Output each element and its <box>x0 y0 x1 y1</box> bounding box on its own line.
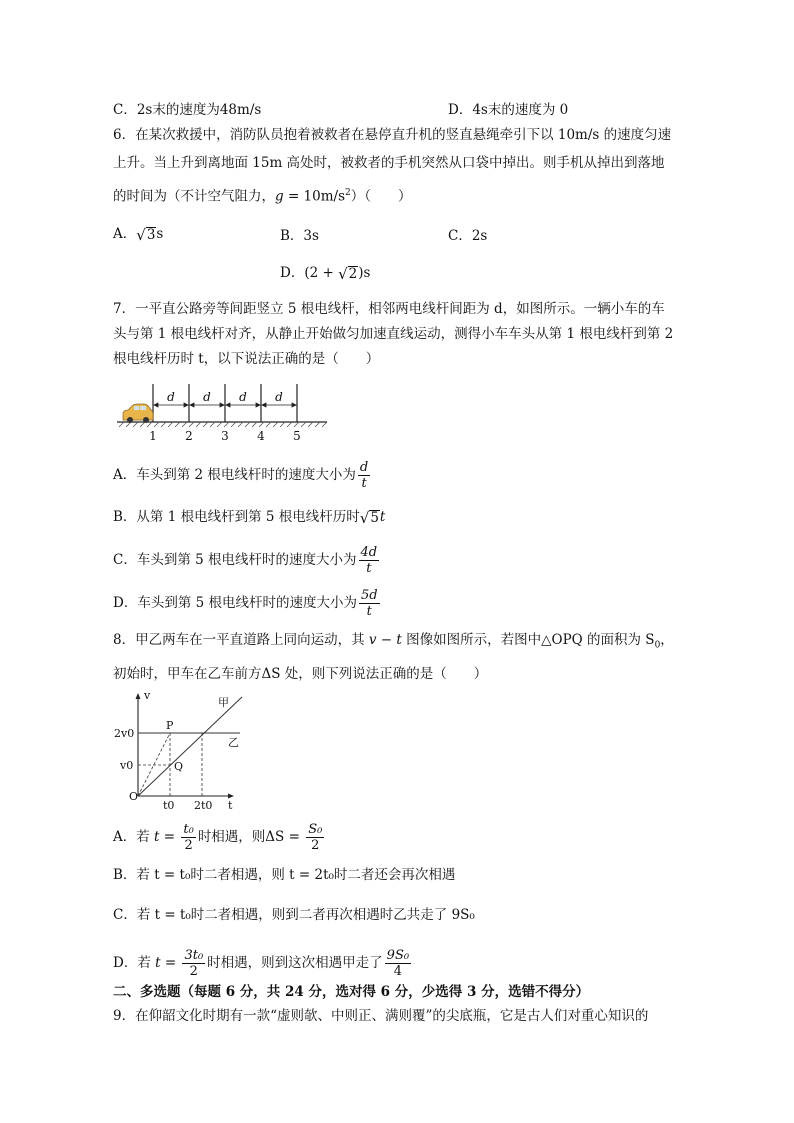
section2-heading: 二、多选题（每题 6 分，共 24 分，选对得 6 分，少选得 3 分，选错不得分） <box>113 984 590 1000</box>
gap-label-4: d <box>275 390 283 404</box>
point-q-label: Q <box>174 760 184 773</box>
car-icon <box>123 404 153 423</box>
q6-option-c: C．2s <box>448 228 488 244</box>
q7-poles-figure <box>115 380 335 446</box>
v-axis-label: v <box>144 689 151 702</box>
q8-vt-graph <box>112 688 252 810</box>
q8-option-b: B．若 t = t₀时二者相遇，则 t = 2t₀时二者还会再次相遇 <box>113 867 456 883</box>
q7-stem-line2: 头与第 1 根电线杆对齐，从静止开始做匀加速直线运动，测得小车车头从第 1 根电线杆到第 2 <box>113 326 674 342</box>
q7-option-d: D．车头到第 5 根电线杆时的速度大小为 $\frac{5d}{t}$ <box>113 588 378 619</box>
tick-2t0: 2t0 <box>194 799 213 810</box>
q6-option-d: D．(2 + √ 2 )s <box>280 264 371 283</box>
gap-label-3: d <box>239 390 247 404</box>
q7-stem-line3: 根电线杆历时 t，以下说法正确的是（ ） <box>113 351 380 367</box>
q8-option-c: C．若 t = t₀时二者相遇，则到二者再次相遇时乙共走了 9S₀ <box>113 907 475 923</box>
t-axis-label: t <box>228 799 233 810</box>
q7-option-a: A．车头到第 2 根电线杆时的速度大小为 $\frac{d}{t}$ <box>113 460 369 491</box>
pole-label-1: 1 <box>149 429 157 443</box>
q7-option-c: C．车头到第 5 根电线杆时的速度大小为 $\frac{4d}{t}$ <box>113 545 378 576</box>
q8-stem-line1: 8．甲乙两车在一平直道路上同向运动，其 v − t 图像如图所示，若图中△OPQ 的面积为 $S_0$， <box>113 632 674 651</box>
q7-option-b: B．从第 1 根电线杆到第 5 根电线杆历时 √ 5 t <box>113 508 386 527</box>
q5-option-c: C．2s末的速度为48m/s <box>113 102 262 118</box>
q6-stem-line3: 的时间为（不计空气阻力，$g = 10m/s^2$）（ ） <box>113 188 412 205</box>
gap-label-1: d <box>167 390 175 404</box>
q5-option-d: D．4s末的速度为 0 <box>448 102 569 118</box>
pole-label-3: 3 <box>221 429 229 443</box>
jia-label: 甲 <box>218 696 229 709</box>
q9-stem-line1: 9．在仰韶文化时期有一款“虚则欹、中则正、满则覆”的尖底瓶，它是古人们对重心知识的 <box>113 1008 649 1024</box>
tick-2v0: 2v0 <box>114 727 135 740</box>
tick-t0: t0 <box>163 799 175 810</box>
origin-label: O <box>129 790 139 803</box>
gap-label-2: d <box>203 390 211 404</box>
q6-stem-line2: 上升。当上升到离地面 15m 高处时，被救者的手机突然从口袋中掉出。则手机从掉出到落地 <box>113 155 665 171</box>
tick-v0: v0 <box>120 759 134 772</box>
q6-option-b: B．3s <box>280 228 319 244</box>
q6-stem-line1: 6．在某次救援中，消防队员抱着被救者在悬停直升机的竖直悬绳牵引下以 10m/s 的速度匀速 <box>113 127 672 143</box>
pole-label-5: 5 <box>293 429 301 443</box>
q8-option-a: A．若 t = $\frac{\text{t₀}}{2}$ 时相遇，则ΔS = $\frac{\text{S₀}}{2}$ <box>113 822 323 853</box>
q6-option-a: A． √ 3 s <box>113 225 164 244</box>
q8-stem-line2: 初始时，甲车在乙车前方ΔS 处，则下列说法正确的是（ ） <box>113 666 488 682</box>
yi-label: 乙 <box>228 736 239 749</box>
point-p-label: P <box>166 719 174 732</box>
pole-label-4: 4 <box>257 429 265 443</box>
q7-stem-line1: 7．一平直公路旁等间距竖立 5 根电线杆，相邻两电线杆间距为 d，如图所示。一辆小车的车 <box>113 301 665 317</box>
pole-label-2: 2 <box>185 429 193 443</box>
q8-option-d: D．若 t = $\frac{\text{3t₀}}{2}$ 时相遇，则到这次相遇甲走了 $\frac{\text{9S₀}}{4}$ <box>113 948 410 979</box>
